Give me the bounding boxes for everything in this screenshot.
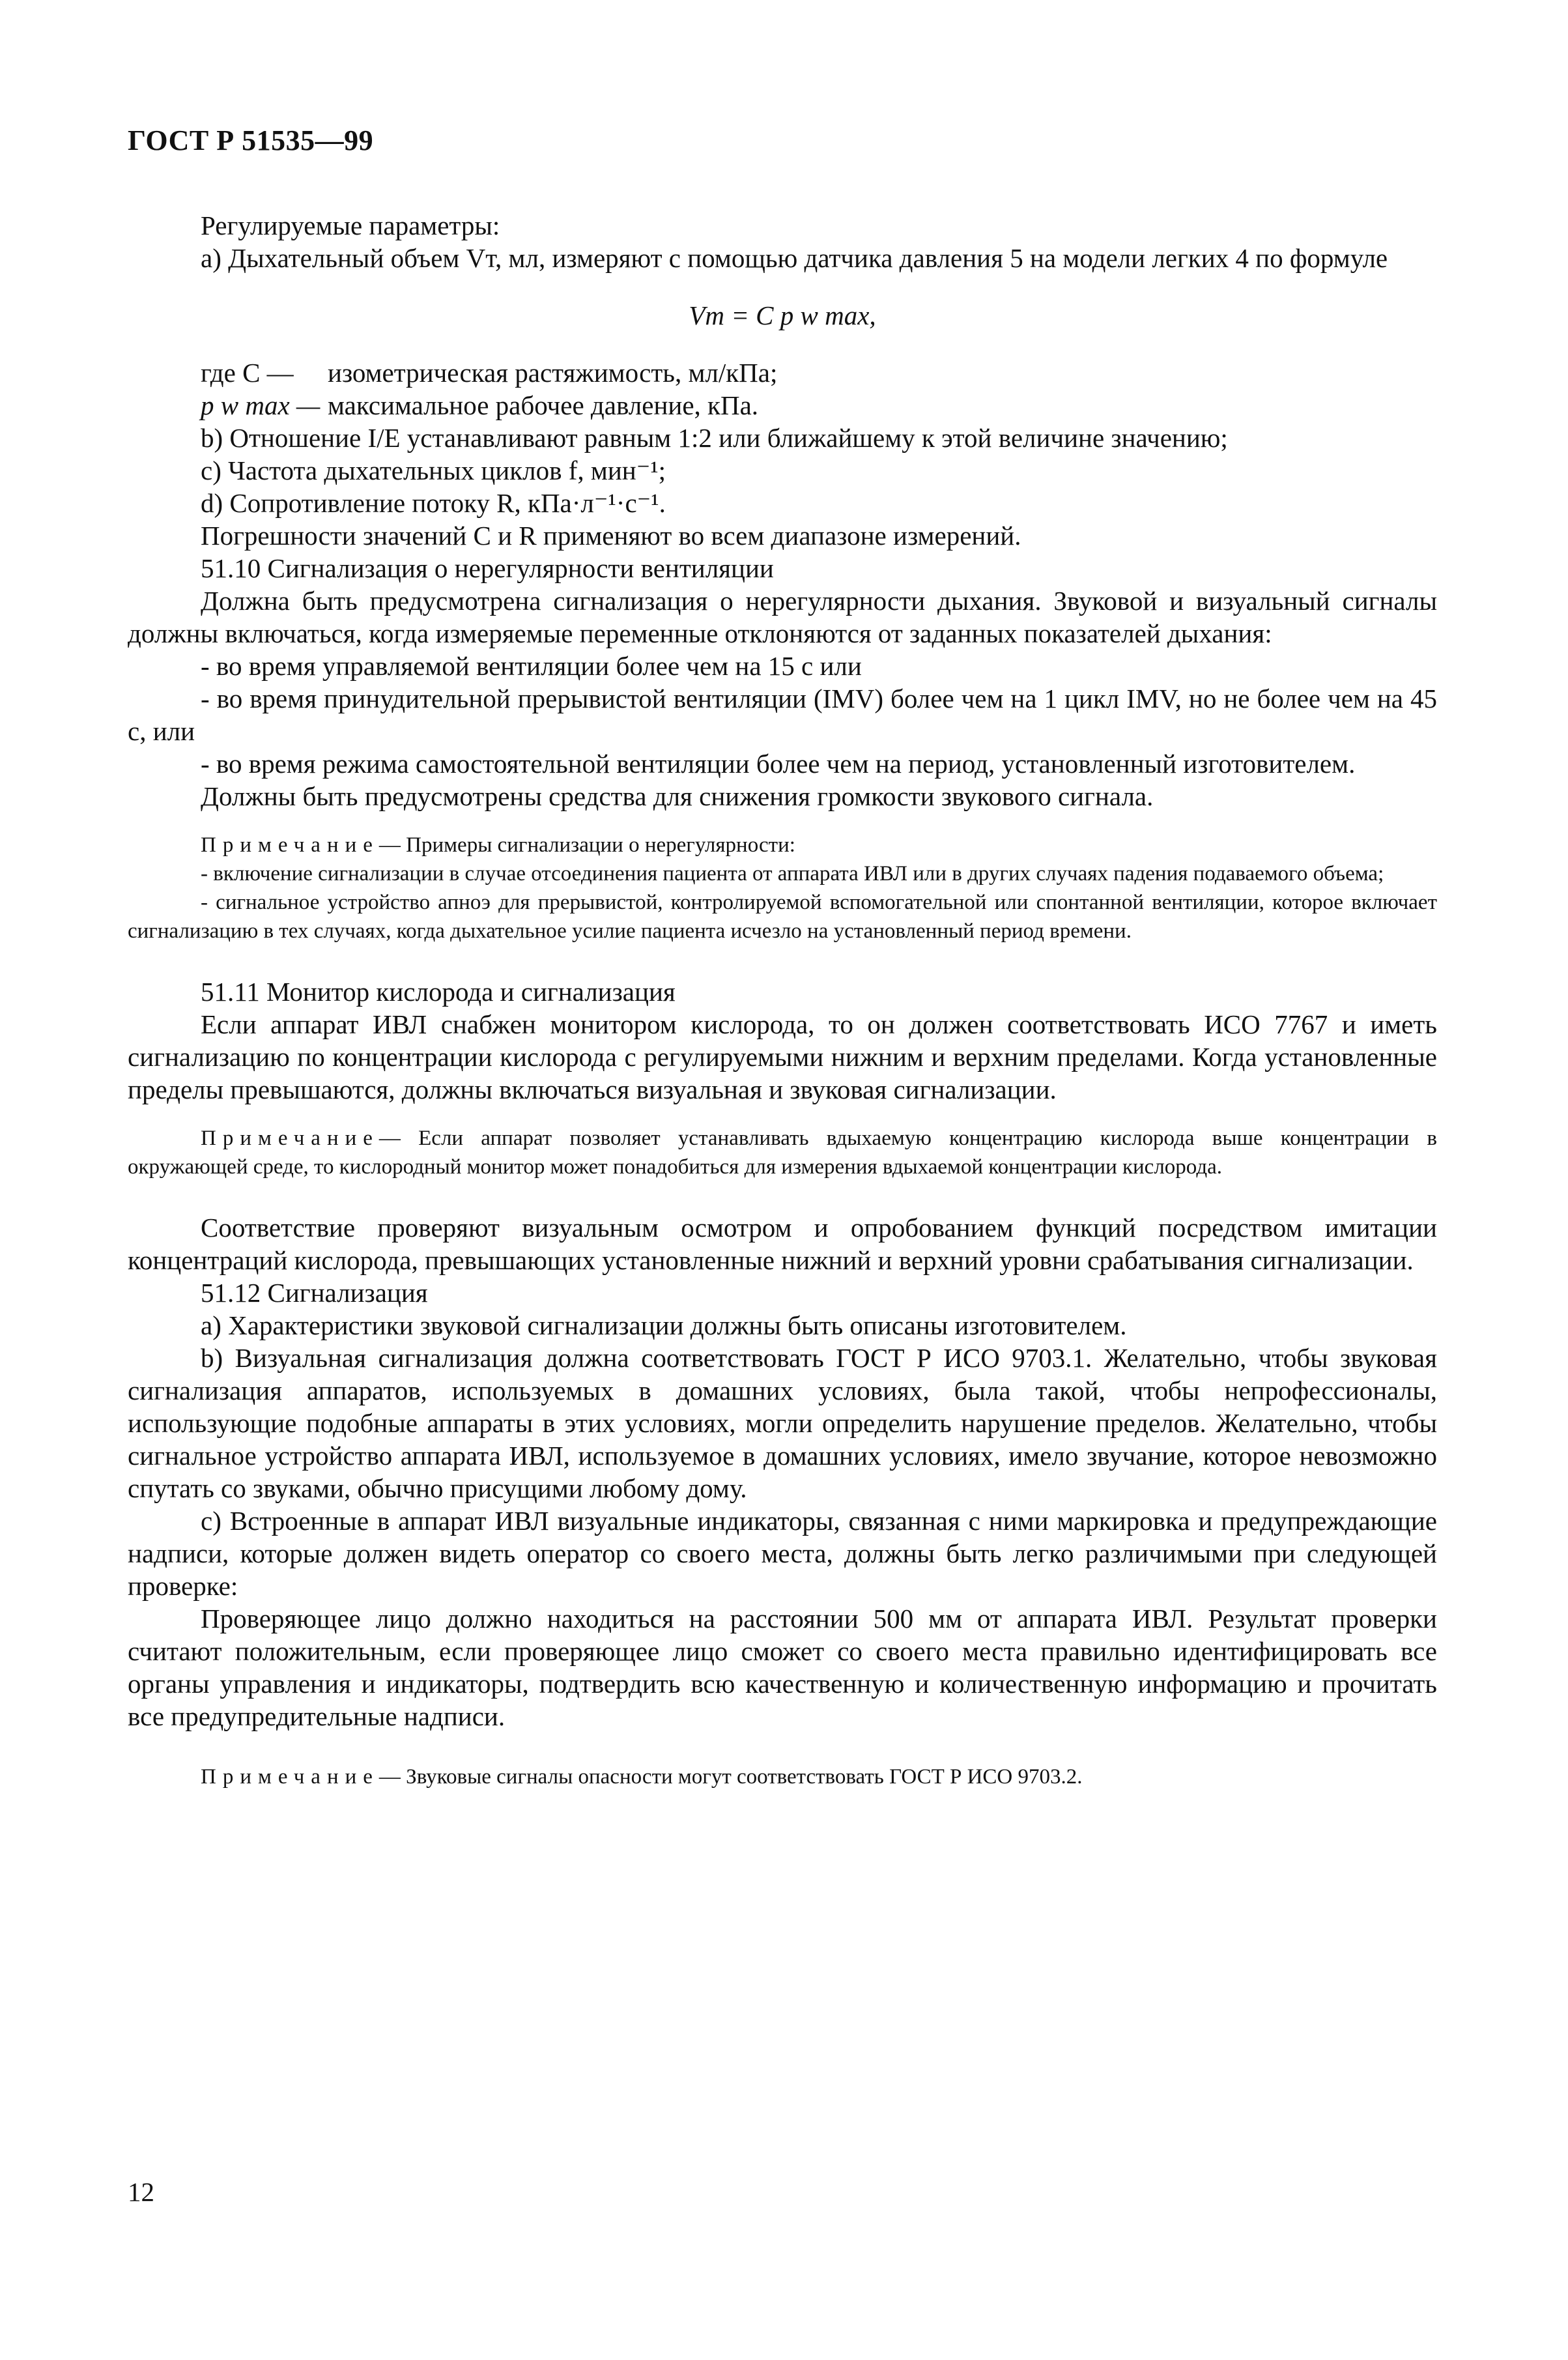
definition-desc: максимальное рабочее давление, кПа. [328,390,759,420]
section-51-12-c: c) Встроенные в аппарат ИВЛ визуальные индикаторы, связанная с ними маркировка и предупреждающие надписи, которые должен видеть оператор со своего места, должны быть легко различимыми при следующей проверке: [128,1506,1437,1601]
note-text: — Звуковые сигналы опасности могут соответствовать ГОСТ Р ИСО 9703.2. [378,1765,1083,1789]
definition-row [201,389,1437,422]
check-procedure: Проверяющее лицо должно находиться на расстоянии 500 мм от аппарата ИВЛ. Результат проверки считают положительным, если проверяющее лицо сможет со своего места правильно идентифицировать все органы управления и индикаторы, подтвердить всю качественную и количественную информацию и прочитать все предупредительные надписи. [128,1604,1437,1731]
page-number: 12 [128,2177,154,2207]
list-item: - во время режима самостоятельной вентиляции более чем на период, установленный изготовителем. [201,749,1356,779]
section-51-12-b: b) Визуальная сигнализация должна соответствовать ГОСТ Р ИСО 9703.1. Желательно, чтобы звуковая сигнализация аппаратов, используемых в домашних условиях, была такой, чтобы непрофессионалы, использующие подобные аппараты в этих условиях, могли определить нарушение пределов. Желательно, чтобы сигнальное устройство аппарата ИВЛ, используемое в домашних условиях, имело звучание, которое невозможно спутать со звуками, обычно присущими любому дому. [128,1343,1437,1503]
document-code: ГОСТ Р 51535—99 [128,124,374,156]
formula: Vт = C p w max, [689,300,876,330]
note-51-10 [128,831,1437,859]
section-51-11-title: 51.11 Монитор кислорода и сигнализация [201,977,676,1007]
volume-line: Должны быть предусмотрены средства для снижения громкости звукового сигнала. [201,781,1154,811]
section-51-11-body: Если аппарат ИВЛ снабжен монитором кислорода, то он должен соответствовать ИСО 7767 и иметь сигнализацию по концентрации кислорода с регулируемыми нижним и верхним пределами. Когда установленные пределы превышаются, должны включаться визуальная и звуковая сигнализации. [128,1009,1437,1104]
param-b: b) Отношение I/E устанавливают равным 1:2 или ближайшему к этой величине значению; [201,423,1228,453]
list-item: - во время управляемой вентиляции более чем на 15 с или [201,651,862,681]
param-a: а) Дыхательный объем Vт, мл, измеряют с помощью датчика давления 5 на модели легких 4 по формуле [201,243,1388,273]
section-51-12-title: 51.12 Сигнализация [201,1278,428,1308]
note-label: Примечание [201,1127,379,1150]
note-51-11 [128,1124,1437,1181]
params-title: Регулируемые параметры: [201,210,500,240]
definition-term: где C — [201,358,294,388]
note-label: Примечание [201,833,379,857]
param-c: c) Частота дыхательных циклов f, мин⁻¹; [201,455,666,485]
note-text: — Если аппарат позволяет устанавливать вдыхаемую концентрацию кислорода выше концентрации в окружающей среде, то кислородный монитор может понадобиться для измерения вдыхаемой концентрации кислорода. [128,1127,1437,1179]
param-d: d) Сопротивление потоку R, кПа·л⁻¹·с⁻¹. [201,488,666,518]
definition-desc: изометрическая растяжимость, мл/кПа; [328,358,778,388]
definition-row [201,356,1437,389]
note-item: - включение сигнализации в случае отсоединения пациента от аппарата ИВЛ или в других случаях падения подаваемого объема; [201,862,1384,885]
list-item: - во время принудительной прерывистой вентиляции (IMV) более чем на 1 цикл IMV, но не более чем на 45 с, или [128,684,1437,746]
compliance-text: Соответствие проверяют визуальным осмотром и опробованием функций посредством имитации концентраций кислорода, превышающих установленные нижний и верхний уровни срабатывания сигнализации. [128,1213,1437,1275]
note-51-12 [128,1763,1437,1791]
document-page [128,124,1437,1791]
section-51-12-a: а) Характеристики звуковой сигнализации должны быть описаны изготовителем. [201,1310,1127,1340]
definitions [201,356,1437,422]
section-51-10-intro: Должна быть предусмотрена сигнализация о нерегулярности дыхания. Звуковой и визуальный сигналы должны включаться, когда измеряемые переменные отклоняются от заданных показателей дыхания: [128,586,1437,648]
note-item: - сигнальное устройство апноэ для прерывистой, контролируемой вспомогательной или спонтанной вентиляции, которое включает сигнализацию в тех случаях, когда дыхательное усилие пациента исчезло на установленный период времени. [128,891,1437,943]
section-51-10-title: 51.10 Сигнализация о нерегулярности вентиляции [201,553,774,583]
errors-line: Погрешности значений C и R применяют во всем диапазоне измерений. [201,521,1021,551]
note-label: Примечание [201,1765,379,1789]
definition-term: p w max — [201,390,321,420]
note-text: — Примеры сигнализации о нерегулярности: [378,833,795,857]
